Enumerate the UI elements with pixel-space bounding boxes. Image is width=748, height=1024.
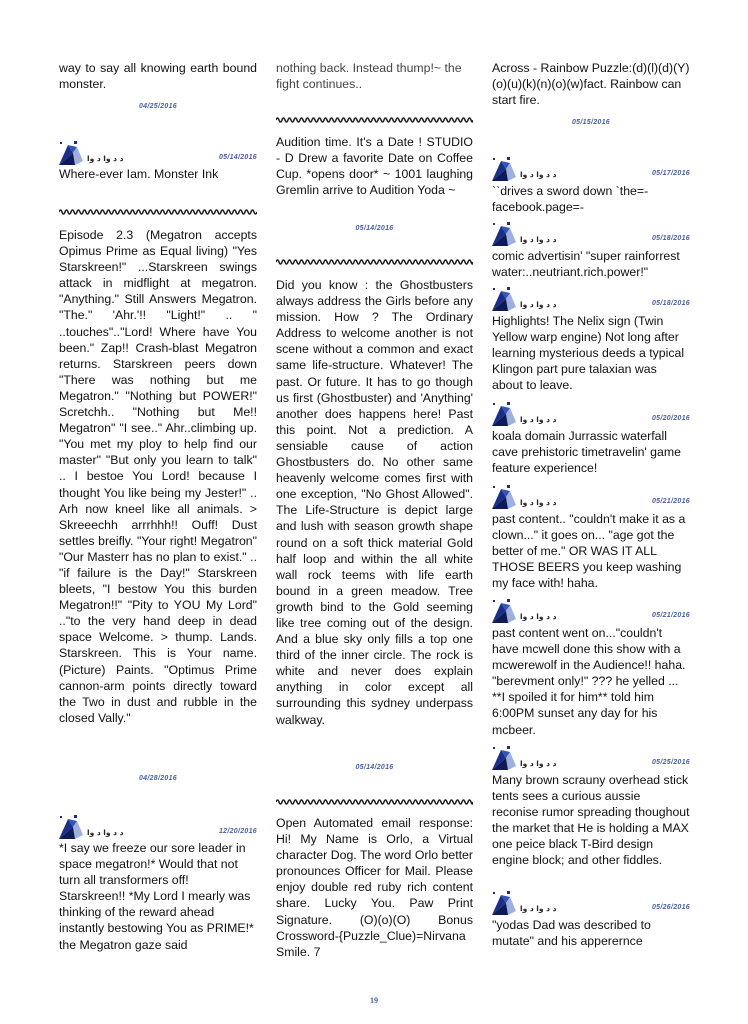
avatar[interactable] [492,402,516,426]
ghostbusters-text: Did you know : the Ghostbusters always address the Girls before any mission. How ? The Ordinary Address to welcome another is not scene without a common and exact same life-structure. Whatever! The past. Or future. It has to go though us first (Ghostbuster) and 'Anything' another does happens here! Past this point. Not a prediction. A sensiable cause of action Ghostbusters do. No other same heavenly welcome comes first with one exception, "No Ghost Allowed". The Life-Structure is depict large and lush with season growth shape round on a soft thick material Gold half loop and within the all white wall rock teems with life earth bound in a green meadow. Tree growth bind to the Gold seeming like tree coming out of the design. And a blue sky only fills a top one third of the inner circle. The rock is white and never does explain anything in color except all surrounding this sydney underpass walkway. [276,278,473,727]
list-item [492,485,690,599]
post-header [59,815,257,841]
list-item [492,222,690,287]
post-date: 05/17/2016 [651,170,690,177]
avatar[interactable] [492,746,516,770]
intro-date: 05/15/2016 [571,119,611,126]
post-text: ``drives a sword down `the=-facebook.page=- [492,184,649,215]
avatar[interactable] [492,157,516,181]
intro-date: 04/25/2016 [138,103,178,110]
post-header [492,485,690,511]
post-text: koala domain Jurrassic waterfall cave prehistoric timetravelin' game feature experience! [492,429,681,476]
post-list [492,157,690,949]
audition-date: 05/14/2016 [355,225,394,232]
post-text: past content went on..."couldn't have mcwell done this show with a mcwerewolf in the Audience!! haha. "berevment only!" ??? he yelled ... **I spoiled it for him** told him 6:00PM sunset any day for his mcbeer. [492,626,686,737]
post-text: *I say we freeze our sore leader in space megatron!* Would that not turn all transformers off! Starskreen!! *My Lord I mearly was thinking of the reward ahead instantly bestowing You as PRIME!* the Megatron gaze said [59,841,254,952]
post-date: 12/20/2016 [218,828,257,835]
intro-text: nothing back. Instead thump!~ the fight continues.. [276,61,462,92]
post-header [492,222,690,248]
post-date: 05/25/2016 [651,759,690,766]
post-header [492,891,690,917]
author-name[interactable]: ﺩ ﺩ ﻭﺍ ﺩ ﻭﺍ [520,498,557,507]
list-item [492,287,690,402]
post-date: 05/18/2016 [651,235,690,242]
author-name[interactable]: ﺩ ﺩ ﻭﺍ ﺩ ﻭﺍ [87,828,124,837]
wave-divider [276,797,473,807]
avatar[interactable] [492,485,516,509]
post-header [492,599,690,625]
email-text: Open Automated email response: Hi! My Name is Orlo, a Virtual character Dog. The word Orlo better pronounces Officer for Mail. Please enjoy double red ruby rich content share. Lucky You. Paw Print Signature. (O)(o)(O) Bonus Crossword-{Puzzle_Clue)=Nirvana Smile. 7 [276,816,473,959]
ghostbusters-date: 05/14/2016 [355,764,394,771]
post-date: 05/21/2016 [651,612,690,619]
avatar[interactable] [492,599,516,623]
post-date: 05/18/2016 [651,300,690,307]
author-name[interactable]: ﺩ ﺩ ﻭﺍ ﺩ ﻭﺍ [520,415,557,424]
author-name[interactable]: ﺩ ﺩ ﻭﺍ ﺩ ﻭﺍ [520,170,557,179]
avatar[interactable] [59,815,83,839]
list-item [492,891,690,949]
list-item [492,599,690,746]
episode-text: Episode 2.3 (Megatron accepts Opimus Prime as Equal living) "Yes Starskreen!" ...Starskreen swings attack in midflight at megatron. "Anything." Still Answers Megatron. "The." 'Ahr.'!! "Light!" .. " ..touches".."Lord! Where have You been." Zap!! Crash-blast Megatron returns. Starskreen peers down "There was nothing but me Megatron." "Nothing but POWER!" Scretchh.. "Nothing but Me!! Megatron" "I see.." Ahr..climbing up. "You met my ploy to help find our master" "But only you learn to talk" .. I bestoe You Lord! because I thought You like being my Jester!" .. Arh now kneel like all animals. > Skreeechh arrrhhh!! Ouff! Dust settles breifly. "Your right! Megatron" "Our Masterr has no plan to exist." .. "if failure is the Day!" Starskreen bleets, "I bestow You this burden Megatron!!" "Pity to YOU My Lord" .."to the very hand deep in dead space Welcome. > thump. Lands. Starskreen. This is Your name. (Picture) Paints. "Optimus Prime cannon-arm points directly toward the Two in dust and rubble in the closed Vally." [59,228,257,725]
wave-divider [59,207,257,217]
audition-text: Audition time. It's a Date ! STUDIO - D Drew a favorite Date on Coffee Cup. *opens door* ~ 1001 laughing Gremlin arrive to Audition Yoda ~ [276,135,473,198]
post-text: Many brown scrauny overhead stick tents sees a curious aussie reconise rumor spreading thoughout the market that He is holding a MAX one peice black T-Bird design engine block; and other fiddles. [492,773,690,868]
wave-divider [276,257,473,267]
post-text: "yodas Dad was described to mutate" and his apperernce [492,918,651,949]
author-name[interactable]: ﺩ ﺩ ﻭﺍ ﺩ ﻭﺍ [520,759,557,768]
avatar[interactable] [492,891,516,915]
post-date: 05/20/2016 [651,415,690,422]
post-date: 05/14/2016 [218,154,257,161]
post-text: Highlights! The Nelix sign (Twin Yellow warp engine) Not long after learning mysterious deeds a typical Klingon part pure talaxian was about to leave. [492,314,685,393]
intro-text: way to say all knowing earth bound monster. [59,61,257,92]
avatar[interactable] [59,141,83,165]
wave-divider [276,115,473,125]
page-number: 19 [370,996,378,1005]
post-date: 05/26/2016 [651,904,690,911]
author-name[interactable]: ﺩ ﺩ ﻭﺍ ﺩ ﻭﺍ [87,154,124,163]
post-header [59,141,257,167]
post-text: Where-ever Iam. Monster Ink [59,167,219,181]
list-item [492,746,690,891]
episode-date: 04/28/2016 [138,775,178,782]
post-header [492,157,690,183]
post-header [492,402,690,428]
post-text: comic advertisin' "super rainforrest water:..neutriant.rich.power!" [492,249,680,280]
intro-text: Across - Rainbow Puzzle:(d)(l)(d)(Y)(o)(u)(k)(n)(o)(w)fact. Rainbow can start fire. [492,61,690,108]
author-name[interactable]: ﺩ ﺩ ﻭﺍ ﺩ ﻭﺍ [520,300,557,309]
author-name[interactable]: ﺩ ﺩ ﻭﺍ ﺩ ﻭﺍ [520,235,557,244]
avatar[interactable] [492,222,516,246]
author-name[interactable]: ﺩ ﺩ ﻭﺍ ﺩ ﻭﺍ [520,612,557,621]
author-name[interactable]: ﺩ ﺩ ﻭﺍ ﺩ ﻭﺍ [520,904,557,913]
post-header [492,287,690,313]
avatar[interactable] [492,287,516,311]
post-header [492,746,690,772]
post-text: past content.. "couldn't make it as a clown..." it goes on... "age got the better of me." OR WAS IT ALL THOSE BEERS you keep washing my face with! haha. [492,512,686,591]
post-date: 05/21/2016 [651,498,690,505]
list-item [492,402,690,485]
list-item [492,157,690,222]
